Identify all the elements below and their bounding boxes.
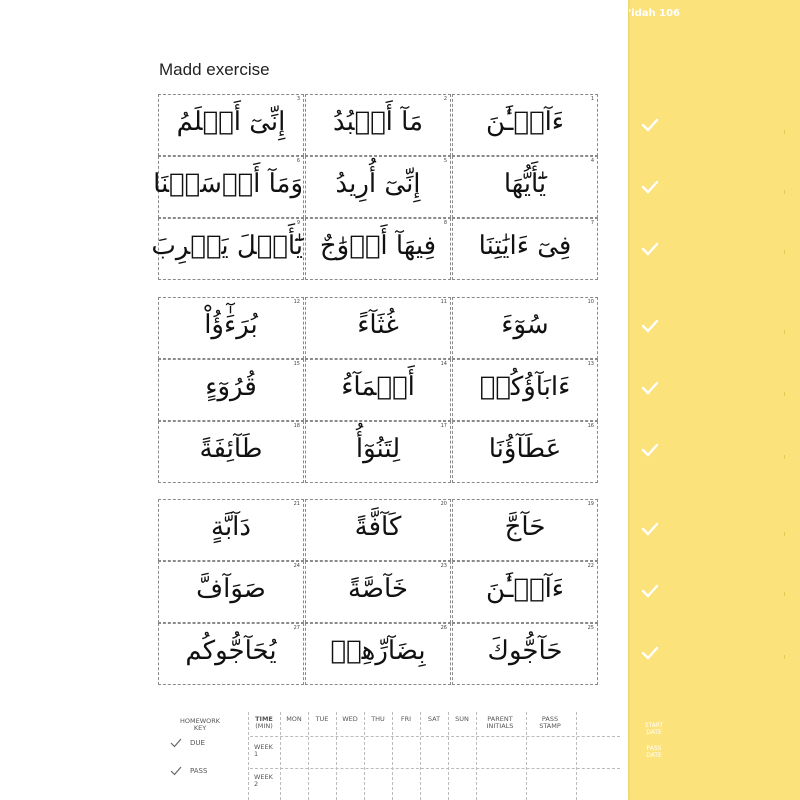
margin-tick (784, 330, 791, 334)
check-icon (640, 643, 660, 663)
exercise-cell (153, 156, 304, 218)
cell-number: 19 (587, 501, 594, 507)
cell-number: 8 (443, 220, 447, 226)
check-icon (640, 177, 660, 197)
cell-number: 21 (293, 501, 300, 507)
check-icon (640, 115, 660, 135)
page-header-label: Safar Qa'idah 106 (579, 8, 680, 19)
arabic-word: لِتَنُوٓأُ (355, 434, 401, 464)
cell-number: 9 (296, 220, 300, 226)
key-due: DUE (170, 738, 205, 748)
arabic-word: فِىٓ ءَايَٰتِنَا (478, 231, 572, 261)
arabic-word: يَٰٓأَيُّهَا (503, 169, 547, 199)
cell-number: 16 (587, 423, 594, 429)
arabic-word: ءَابَآؤُكُمۡ (479, 372, 571, 402)
page-title: Madd exercise (159, 60, 270, 79)
day-header-fri: FRI (400, 715, 412, 723)
exercise-cell (452, 623, 598, 685)
arabic-word: بُرَءَٰٓؤُاْ (204, 310, 258, 340)
parent-initials-header: PARENT INITIALS (486, 715, 514, 730)
day-header-mon: MON (286, 715, 302, 723)
arabic-word: حَآجَّ (504, 512, 546, 542)
arabic-word: غُثَآءً (357, 310, 399, 340)
exercise-cell (151, 218, 304, 280)
arabic-word: كَآفَّةً (354, 512, 402, 542)
arabic-word: عَطَآؤُنَا (488, 434, 562, 464)
exercise-cell (305, 156, 451, 218)
week-2-label: WEEK 2 (254, 773, 273, 788)
homework-table (150, 712, 620, 800)
exercise-cell (452, 499, 598, 561)
exercise-cell (158, 561, 304, 623)
arabic-word: سُوٓءَ (501, 310, 549, 340)
cell-number: 22 (587, 563, 594, 569)
cell-number: 4 (590, 158, 594, 164)
exercise-cell (305, 94, 451, 156)
check-icon (640, 440, 660, 460)
homework-key-title: HOMEWORK KEY (180, 717, 221, 732)
exercise-cell (305, 623, 451, 685)
check-icon (640, 378, 660, 398)
key-pass: PASS (170, 766, 207, 776)
exercise-cell (452, 421, 598, 483)
arabic-word: خَآصَّةً (347, 574, 408, 604)
margin-tick (784, 455, 791, 459)
arabic-word: أَسۡمَآءُ (341, 372, 415, 402)
exercise-cell (452, 561, 598, 623)
cell-number: 10 (587, 299, 594, 305)
cell-number: 14 (440, 361, 447, 367)
arabic-word: دَآبَّةٍ (211, 512, 251, 542)
margin-tick (784, 392, 791, 396)
cell-number: 6 (296, 158, 300, 164)
arabic-word: حَآجُّوكَ (487, 636, 563, 666)
arabic-word: بِضَآرِّهِمۡ (330, 636, 426, 666)
cell-number: 27 (293, 625, 300, 631)
exercise-cell (452, 218, 598, 280)
pass-date-label: PASS DATE (646, 745, 662, 759)
cell-number: 12 (293, 299, 300, 305)
margin-tick (784, 250, 791, 254)
day-header-sat: SAT (427, 715, 441, 723)
cell-number: 11 (440, 299, 447, 305)
arabic-word: قُرُوٓءٍ (205, 372, 257, 402)
week-1-label: WEEK 1 (254, 743, 273, 758)
exercise-cell (452, 297, 598, 359)
margin-tick (784, 190, 791, 194)
exercise-cell (305, 561, 451, 623)
exercise-cell (305, 297, 451, 359)
cell-number: 25 (587, 625, 594, 631)
exercise-cell (305, 421, 451, 483)
cell-number: 1 (590, 96, 594, 102)
exercise-cell (158, 499, 304, 561)
check-icon (170, 738, 182, 748)
exercise-cell (158, 421, 304, 483)
day-header-sun: SUN (455, 715, 469, 723)
cell-number: 23 (440, 563, 447, 569)
arabic-word: إِنِّىٓ أَعۡلَمُ (176, 107, 286, 137)
exercise-cell (158, 623, 304, 685)
start-date-label: START DATE (644, 722, 664, 736)
exercise-cell (158, 359, 304, 421)
cell-number: 13 (587, 361, 594, 367)
exercise-cell (305, 218, 451, 280)
margin-tick (784, 592, 791, 596)
day-header-thu: THU (371, 715, 385, 723)
arabic-word: إِنِّىٓ أُرِيدُ (335, 169, 421, 199)
cell-number: 18 (293, 423, 300, 429)
exercise-cell (452, 94, 598, 156)
day-header-wed: WED (342, 715, 358, 723)
cell-number: 2 (443, 96, 447, 102)
day-header-tue: TUE (315, 715, 329, 723)
arabic-word: ءَآلۡـَٰٔنَ (485, 574, 565, 604)
cell-number: 3 (296, 96, 300, 102)
exercise-cell (158, 297, 304, 359)
check-icon (640, 316, 660, 336)
cell-number: 24 (293, 563, 300, 569)
cell-number: 17 (440, 423, 447, 429)
check-icon (640, 519, 660, 539)
cell-number: 5 (443, 158, 447, 164)
exercise-cell (305, 359, 451, 421)
margin-tick (784, 130, 791, 134)
arabic-word: فِيهَآ أَزۡوَٰجٌ (319, 231, 437, 261)
arabic-word: يُحَآجُّوكُم (185, 636, 277, 666)
exercise-cell (452, 359, 598, 421)
arabic-word: وَمَآ أَرۡسَلۡنَا (153, 169, 303, 199)
margin-tick (784, 655, 791, 659)
exercise-cell (305, 499, 451, 561)
arabic-word: صَوَآفَّ (196, 574, 266, 604)
exercise-cell (452, 156, 598, 218)
cell-number: 26 (440, 625, 447, 631)
time-header: TIME (MIN) (255, 715, 273, 730)
pass-stamp-header: PASS STAMP (539, 715, 561, 730)
margin-tick (784, 532, 791, 536)
cell-number: 20 (440, 501, 447, 507)
check-icon (640, 239, 660, 259)
arabic-word: يَٰٓأَهۡلَ يَثۡرِبَ (151, 231, 303, 261)
arabic-word: طَآئِفَةً (199, 434, 263, 464)
arabic-word: مَآ أَعۡبُدُ (332, 107, 424, 137)
exercise-cell (158, 94, 304, 156)
check-icon (640, 581, 660, 601)
cell-number: 7 (590, 220, 594, 226)
cell-number: 15 (293, 361, 300, 367)
check-icon (170, 766, 182, 776)
arabic-word: ءَآلۡـَٰٔنَ (485, 107, 565, 137)
